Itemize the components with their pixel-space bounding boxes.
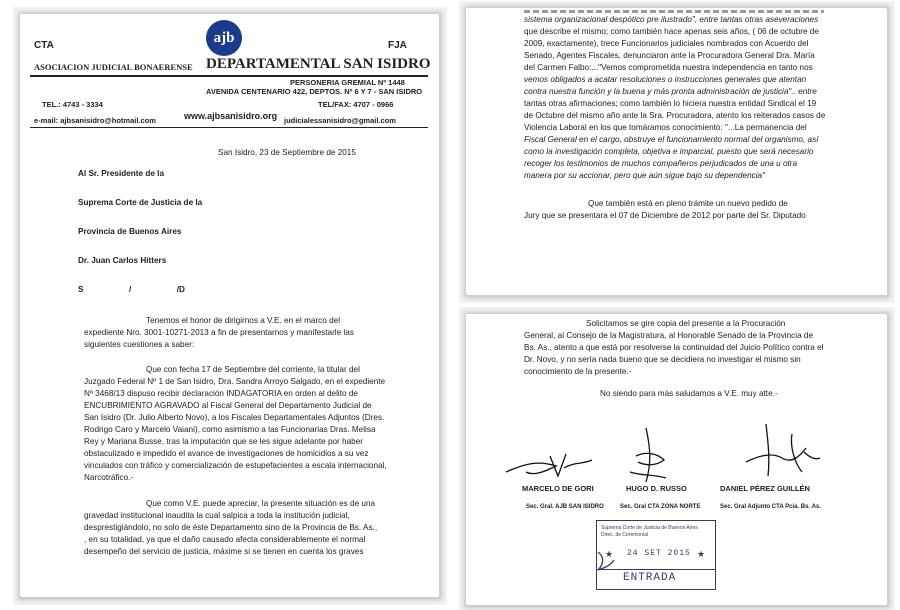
org-name-right: DEPARTAMENTAL SAN ISIDRO <box>206 56 431 72</box>
signer-role-3: Sec. Gral Adjunto CTA Pcia. Bs. As. <box>720 504 821 510</box>
closing-line: No siendo para más saludamos a V.E. muy atte.- <box>600 389 778 398</box>
header-rule-bottom <box>30 127 428 128</box>
p2-line-3: 2009, exactamente), trece Funcionarios judiciales nombrados con Acuerdo del <box>524 39 809 48</box>
para3-line-2: gravedad institucional inaudita la cual salpica a toda la institución judicial, <box>84 511 350 520</box>
para1-line-1: Tenemos el honor de dirigirnos a V.E. en el marco del <box>146 316 341 325</box>
p2-line-6: vemos obligados a acatar resoluciones o instrucciones generales que atentan <box>524 75 807 84</box>
para3-line-3: desprestigiándolo, no solo de éste Departamento sino de la Provincia de Bs. As., <box>84 523 378 532</box>
stamp-star-left: ★ <box>605 549 614 559</box>
signature-de-gori <box>504 442 594 482</box>
para2-line-4: ENCUBRIMIENTO AGRAVADO al Fiscal General del Departamento Judicial de <box>84 401 372 410</box>
para2-line-10: Narcotráfico.- <box>84 473 134 482</box>
para2-line-8: obstaculizado e impedido el avance de investigaciones de homicidios a su vez <box>84 449 369 458</box>
header-fax: TEL/FAX: 4707 - 0966 <box>318 100 394 109</box>
p3-line-4: Dr. Novo, y no sería nada bueno que se decidiera no investigar el mismo sin <box>524 355 801 364</box>
p2-line-11: Fiscal General en el cargo, obstruye el funcionamiento normal del organismo, así <box>524 135 819 144</box>
para3-line-1: Que como V.E. puede apreciar, la presente situación es de una <box>146 499 376 508</box>
para2-line-1: Que con fecha 17 de Septiembre del corriente, la titular del <box>146 365 360 374</box>
p3-line-3: Bs. As., atento a que está por resolverse la continuidad del Juicio Político contra el <box>524 343 824 352</box>
stamp-date: 24 SET 2015 <box>627 549 691 558</box>
signer-role-2: Sec. Gral CTA ZONA NORTE <box>620 504 701 510</box>
stamp-initials <box>594 548 618 574</box>
p2-line-5: del Carmen Falbo:..."Vemos comprometida nuestra independencia en tanto nos <box>524 63 813 72</box>
address-line-5: S / /D <box>78 285 185 294</box>
p2-line-14: manera por su accionar, pero que aún sigue bajo su dependencia" <box>524 171 765 180</box>
p2-line-13: recoger los testimonios de muchos compañeros perjudicados de una u otra <box>524 159 798 168</box>
p3-line-5: conocimiento de la presente.- <box>524 367 632 376</box>
stamp-line-2: Direc. de Ceremonial <box>601 532 648 538</box>
fja-label: FJA <box>388 40 407 51</box>
p2-line-8: tantas otras afirmaciones; como también lo hiciera nuestra entidad Sindical el 19 <box>524 99 817 108</box>
header-email-left: e-mail: ajbsanisidro@hotmail.com <box>34 116 156 125</box>
address-line-4: Dr. Juan Carlos Hitters <box>78 256 167 265</box>
p3-line-2: General, al Consejo de la Magistratura, al Honorable Senado de la Provincia de <box>524 331 814 340</box>
para3-line-5: desempeño del servicio de justicia, máxime si se tienen en cuenta los graves <box>84 547 364 556</box>
p2-line-12: como la investigación completa, objetiva e imparcial, puesto que será necesario <box>524 147 814 156</box>
letter-date: San Isidro, 23 de Septiembre de 2015 <box>218 148 356 157</box>
p2-line-10: Violencia Laboral en los que tomáramos conocimiento: "...La permanencia del <box>524 123 807 132</box>
p2-final-line-2: Jury que se presentara el 07 de Diciembre de 2012 por parte del Sr. Diputado <box>524 211 806 220</box>
para2-line-7: Rey y Mariana Busse, tras la imputación que se les sigue adelante por haber <box>84 437 363 446</box>
para2-line-2: Juzgado Federal Nº 1 de San Isidro, Dra. Sandra Arroyo Salgado, en el expediente <box>84 377 386 386</box>
header-tel: TEL.: 4743 - 3334 <box>42 100 103 109</box>
address-line-1: Al Sr. Presidente de la <box>78 169 165 178</box>
para3-line-4: , en su totalidad, ya que el daño causado afecta considerablemente el normal <box>84 535 366 544</box>
address-line-2: Suprema Corte de Justicia de la <box>78 198 203 207</box>
signer-name-3: DANIEL PÉREZ GUILLÉN <box>720 484 810 493</box>
header-email-right: judicialessanisidro@gmail.com <box>284 116 396 125</box>
header-web: www.ajbsanisidro.org <box>184 111 278 121</box>
para1-line-2: expediente Nro. 3001-10271-2013 a fin de presentarnos y manifestarle las <box>84 328 354 337</box>
para2-line-6: Rodrigo Caro y Marcelo Vaiani), como asimismo a las Funcionarias Dras. Melisa <box>84 425 376 434</box>
bleed-through-text: ···················································· ·········································· ·········································· <box>294 156 416 185</box>
para2-line-9: vinculados con tráfico y comercialización de estupefacientes a escala internacional, <box>84 461 387 470</box>
p3-line-1: Solicitamos se gire copia del presente a la Procuración <box>586 319 786 328</box>
p2-line-7: contra nuestra función y la buena y más pronta administración de justicia".. entre <box>524 87 817 96</box>
letter-page-2 <box>466 8 886 294</box>
para2-line-3: Nº 3468/13 dispuso recibir declaración INDAGATORIA en orden al delito de <box>84 389 358 398</box>
letter-page-3 <box>466 314 886 604</box>
org-name-left: ASOCIACION JUDICIAL BONAERENSE <box>34 62 193 72</box>
header-line-1: PERSONERIA GREMIAL Nº 1448 <box>290 78 405 87</box>
header-line-2: AVENIDA CENTENARIO 422, DEPTOS. Nº 6 Y 7 - SAN ISIDRO <box>206 87 423 96</box>
signer-name-1: MARCELO DE GORI <box>522 484 594 493</box>
p2-final-line-1: Que también está en pleno trámite un nuevo pedido de <box>588 199 788 208</box>
stamp-line-1: Suprema Corte de Justicia de Buenos Aires <box>601 525 698 531</box>
address-line-3: Provincia de Buenos Aires <box>78 227 182 236</box>
letter-page-1 <box>20 14 438 596</box>
p2-line-2: que describe el mismo; como también hace apenas seis años, ( 06 de octubre de <box>524 27 819 36</box>
p2-line-4: Senado, Agentes Fiscales, denunciaron ante la Procuradora General Dra. María <box>524 51 815 60</box>
cta-label: CTA <box>34 40 54 51</box>
stamp-entrada: ENTRADA <box>623 572 677 584</box>
para1-line-3: siguientes cuestiones a saber: <box>84 340 195 349</box>
signer-role-1: Sec. Gral. AJB SAN ISIDRO <box>526 504 604 510</box>
cut-off-top-line <box>524 10 824 13</box>
signature-russo <box>616 426 676 486</box>
p2-line-1: sistema organizacional despótico pre ilustrado", entre tantas otras aseveraciones <box>524 15 819 24</box>
p2-line-9: de Octubre del mismo año ante la Sra. Procuradora, atento los reiterados casos de <box>524 111 826 120</box>
stamp-star-right: ★ <box>697 549 706 559</box>
header-rule-top <box>30 75 428 77</box>
signer-name-2: HUGO D. RUSSO <box>626 484 687 493</box>
signature-perez-guillen <box>742 422 822 478</box>
para2-line-5: San Isidro (Dr. Julio Alberto Novo), a los Fiscales Departamentales Adjuntos (Dres. <box>84 413 385 422</box>
ajb-logo: ajb <box>206 20 242 56</box>
